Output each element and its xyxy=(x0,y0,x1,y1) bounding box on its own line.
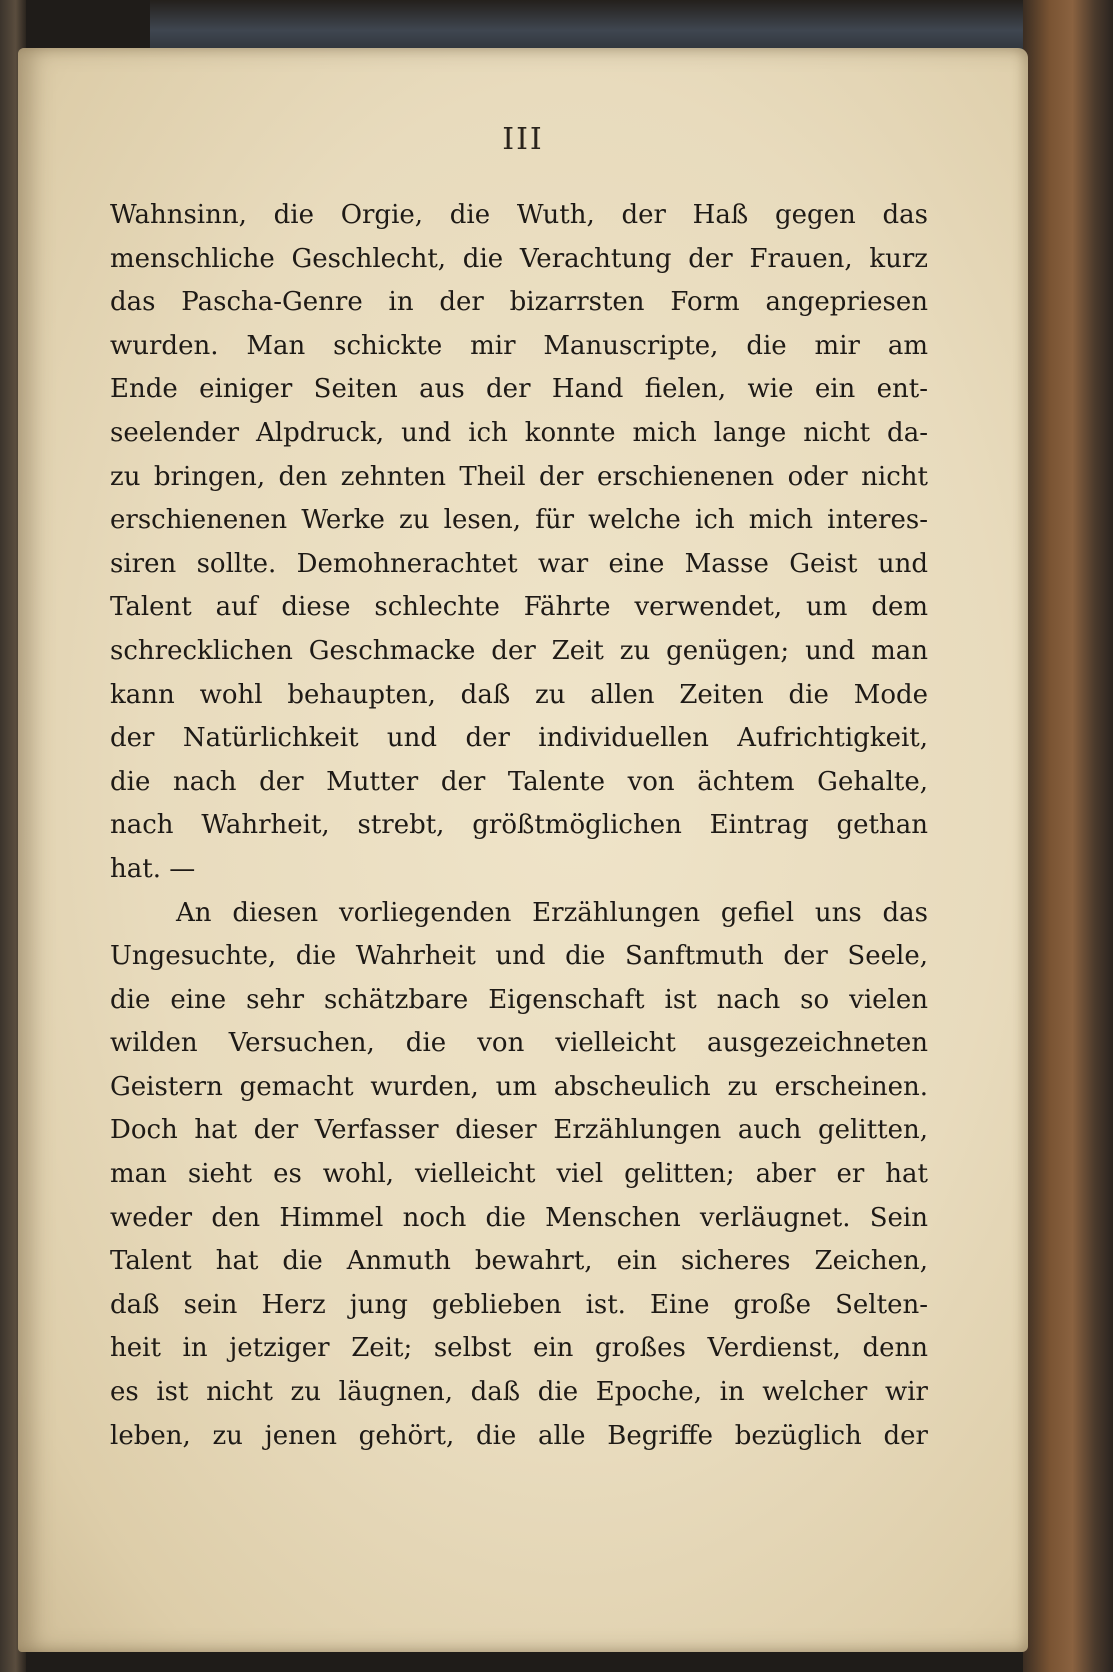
text-line: erschienenen Werke zu lesen, für welche ich mich interes- xyxy=(110,505,928,536)
text-line: Talent hat die Anmuth bewahrt, ein sicheres Zeichen, xyxy=(110,1246,928,1277)
text-line: schrecklichen Geschmacke der Zeit zu genügen; und man xyxy=(110,635,928,666)
text-line: leben, zu jenen gehört, die alle Begriffe bezüglich der xyxy=(110,1420,928,1451)
paragraph-start-line: An diesen vorliegenden Erzählungen gefiel uns das xyxy=(176,897,928,928)
text-line: das Pascha-Genre in der bizarrsten Form angepriesen xyxy=(110,287,928,318)
text-line: Ungesuchte, die Wahrheit und die Sanftmuth der Seele, xyxy=(110,941,928,972)
text-line: nach Wahrheit, strebt, größtmöglichen Eintrag gethan xyxy=(110,810,928,841)
text-line: Talent auf diese schlechte Fährte verwendet, um dem xyxy=(110,592,928,623)
text-line: seelender Alpdruck, und ich konnte mich lange nicht da- xyxy=(110,417,928,448)
paragraph-end-line: hat. — xyxy=(110,853,196,884)
text-line: der Natürlichkeit und der individuellen Aufrichtigkeit, xyxy=(110,723,928,754)
text-line: daß sein Herz jung geblieben ist. Eine große Selten- xyxy=(110,1289,928,1320)
book-cover-top-edge xyxy=(150,0,1050,55)
text-line: zu bringen, den zehnten Theil der erschienenen oder nicht xyxy=(110,461,928,492)
text-line: Ende einiger Seiten aus der Hand fielen, wie ein ent- xyxy=(110,374,928,405)
text-line: Geistern gemacht wurden, um abscheulich zu erscheinen. xyxy=(110,1071,928,1102)
book-binding-right-edge xyxy=(1023,0,1113,1672)
paper-page xyxy=(18,48,1028,1652)
text-line: menschliche Geschlecht, die Verachtung der Frauen, kurz xyxy=(110,243,928,274)
text-line: wilden Versuchen, die von vielleicht ausgezeichneten xyxy=(110,1028,928,1059)
text-line: die nach der Mutter der Talente von ächtem Gehalte, xyxy=(110,766,928,797)
text-line: wurden. Man schickte mir Manuscripte, die mir am xyxy=(110,330,928,361)
text-line: Wahnsinn, die Orgie, die Wuth, der Haß gegen das xyxy=(110,200,928,230)
text-line: es ist nicht zu läugnen, daß die Epoche, in welcher wir xyxy=(110,1377,928,1408)
text-line: man sieht es wohl, vielleicht viel gelitten; aber er hat xyxy=(110,1159,928,1190)
text-line: siren sollte. Demohnerachtet war eine Masse Geist und xyxy=(110,548,928,579)
text-line: die eine sehr schätzbare Eigenschaft ist nach so vielen xyxy=(110,984,928,1015)
body-text xyxy=(110,194,928,1458)
text-line: kann wohl behaupten, daß zu allen Zeiten die Mode xyxy=(110,679,928,710)
text-line: Doch hat der Verfasser dieser Erzählungen auch gelitten, xyxy=(110,1115,928,1146)
page-number: III xyxy=(502,122,544,157)
text-line: heit in jetziger Zeit; selbst ein großes Verdienst, denn xyxy=(110,1333,928,1364)
text-line: weder den Himmel noch die Menschen verläugnet. Sein xyxy=(110,1202,928,1233)
